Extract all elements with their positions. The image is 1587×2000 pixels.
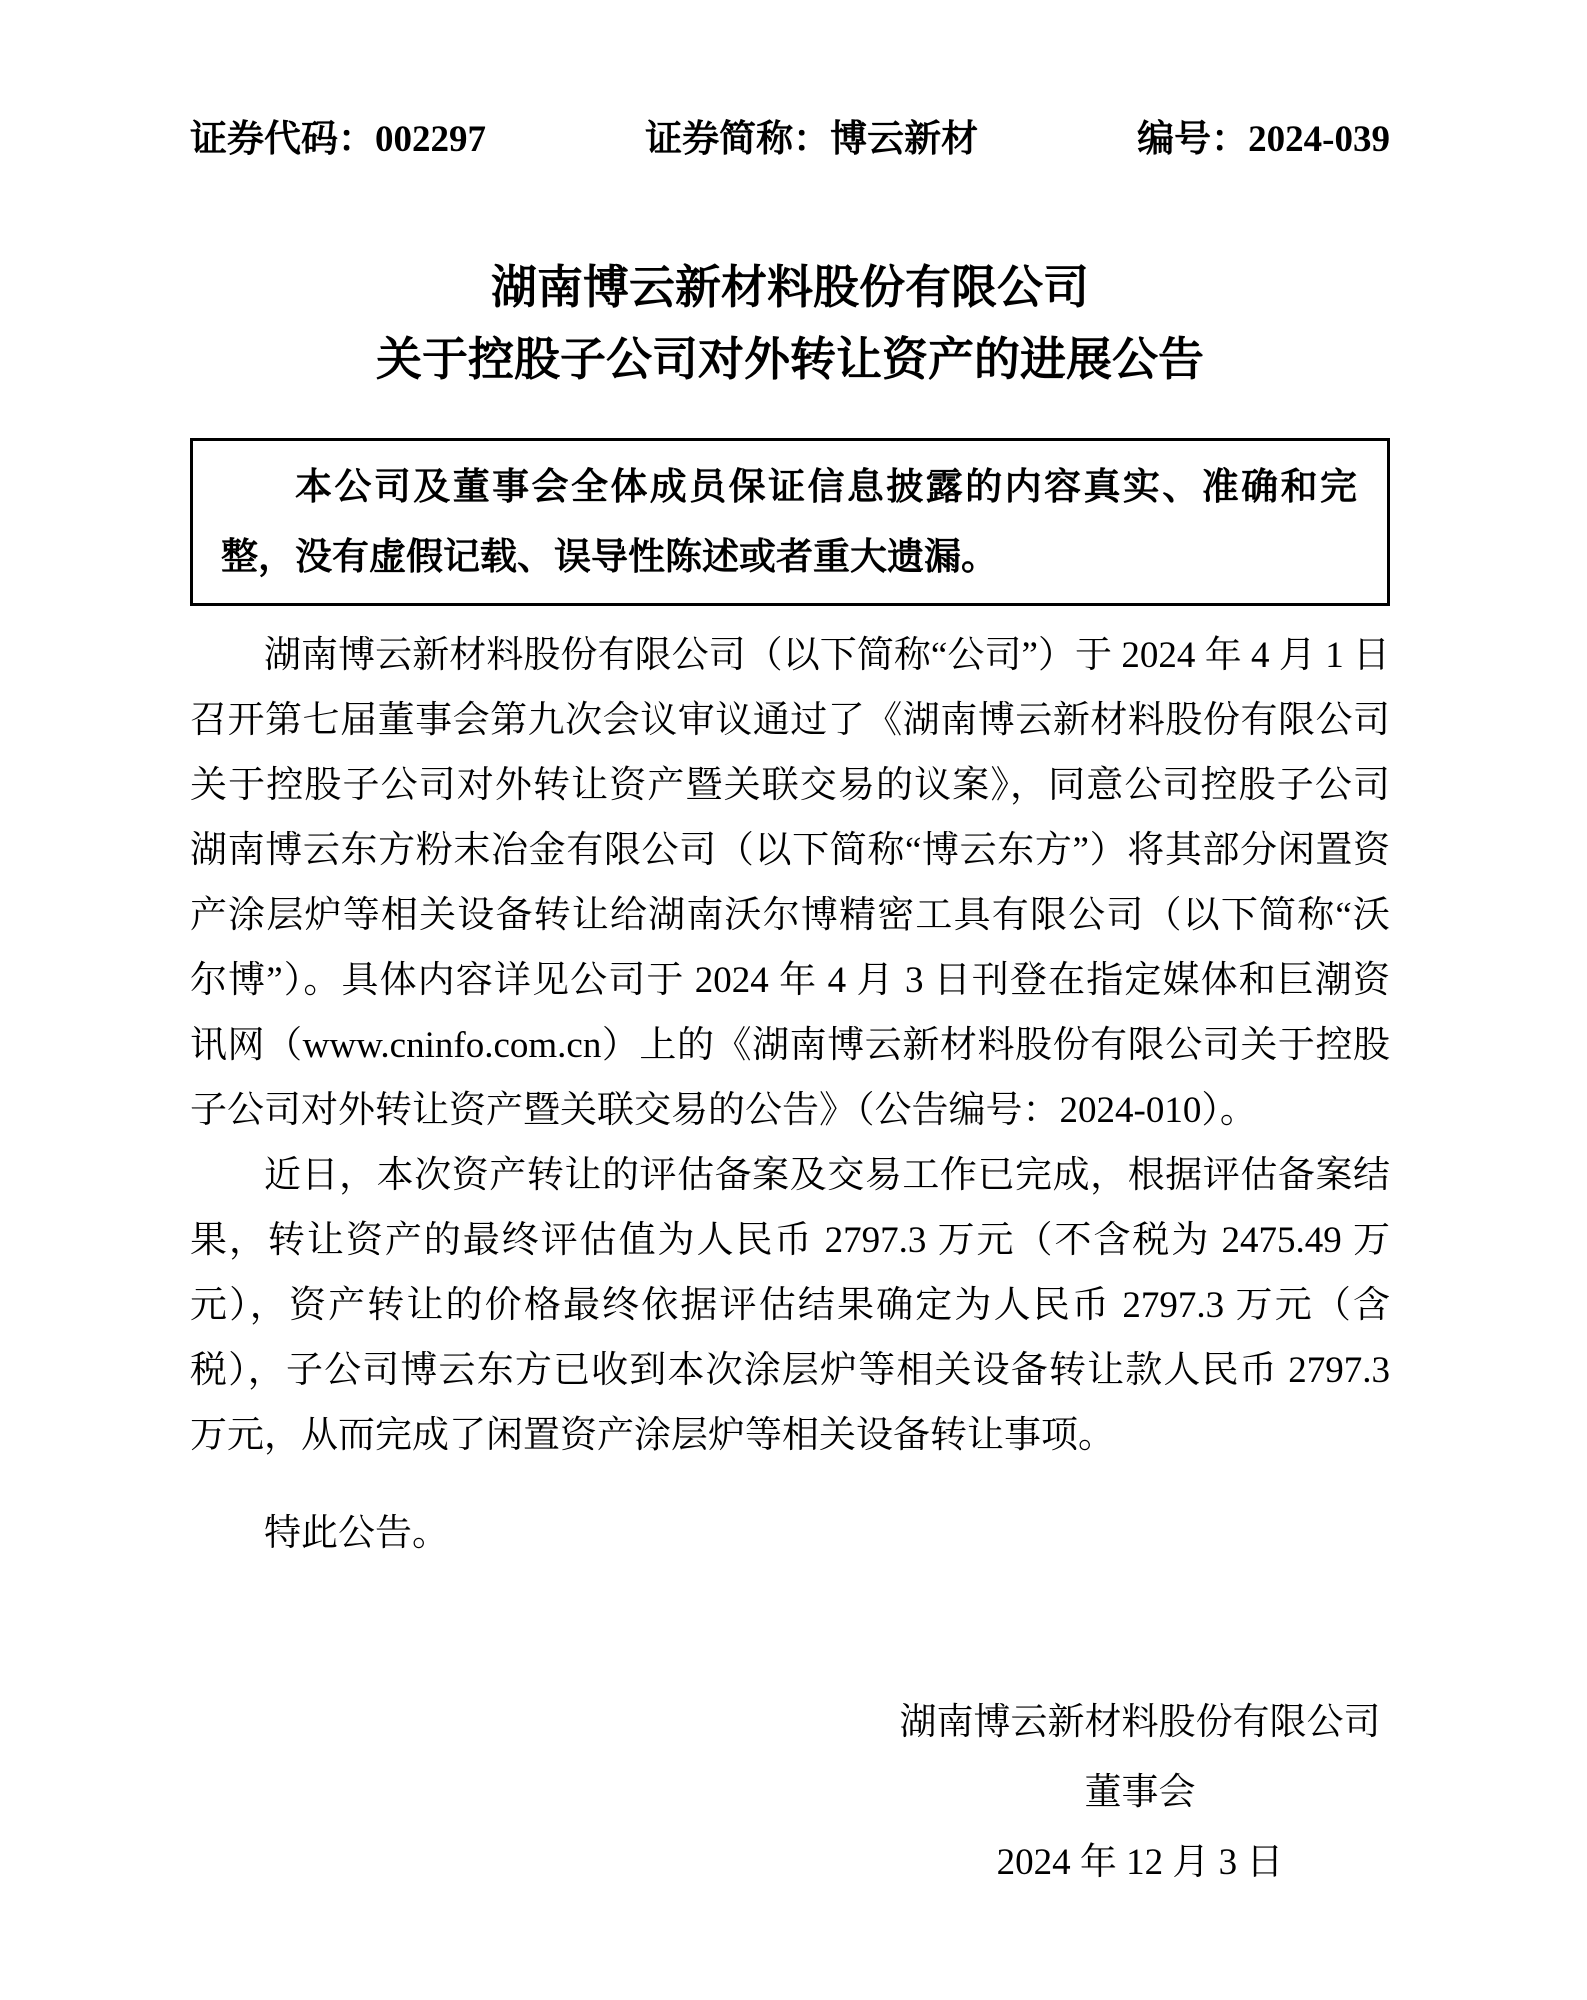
signature-board: 董事会: [1084, 1772, 1196, 1813]
stock-code-label: 证券代码：002297: [190, 119, 486, 160]
announcement-number-label: 编号：2024-039: [1137, 119, 1390, 160]
document-header-row: [190, 118, 1390, 162]
page-title: [190, 252, 1390, 396]
body-paragraph-1: 湖南博云新材料股份有限公司（以下简称“公司”）于 2024 年 4 月 1 日召开第七届董事会第九次会议审议通过了《湖南博云新材料股份有限公司关于控股子公司对外转让资产暨关联交易的议案》，同意公司控股子公司湖南博云东方粉末冶金有限公司（以下简称“博云东方”）将其部分闲置资产涂层炉等相关设备转让给湖南沃尔博精密工具有限公司（以下简称“沃尔博”）。具体内容详见公司于 2024 年 4 月 3 日刊登在指定媒体和巨潮资讯网（www.cninfo.com.cn）上的《湖南博云新材料股份有限公司关于控股子公司对外转让资产暨关联交易的公告》（公告编号：2024-010）。: [190, 635, 1390, 1131]
signature-company: 湖南博云新材料股份有限公司: [899, 1702, 1381, 1743]
page-title-line1: 湖南博云新材料股份有限公司: [491, 262, 1089, 313]
document-body: [190, 623, 1390, 1468]
signature-block: [890, 1688, 1390, 1898]
page-title-line2: 关于控股子公司对外转让资产的进展公告: [376, 334, 1204, 385]
body-paragraph-2: 近日，本次资产转让的评估备案及交易工作已完成，根据评估备案结果，转让资产的最终评估值为人民币 2797.3 万元（不含税为 2475.49 万元），资产转让的价格最终依据评估结果确定为人民币 2797.3 万元（含税），子公司博云东方已收到本次涂层炉等相关设备转让款人民币 2797.3 万元，从而完成了闲置资产涂层炉等相关设备转让事项。: [190, 1155, 1390, 1456]
disclosure-notice-text: 本公司及董事会全体成员保证信息披露的内容真实、准确和完整，没有虚假记载、误导性陈述或者重大遗漏。: [221, 467, 1357, 578]
stock-abbr-label: 证券简称：博云新材: [645, 119, 979, 160]
signature-date: 2024 年 12 月 3 日: [996, 1842, 1284, 1883]
closing-statement: 特此公告。: [264, 1513, 449, 1554]
disclosure-notice-box: [190, 438, 1390, 606]
